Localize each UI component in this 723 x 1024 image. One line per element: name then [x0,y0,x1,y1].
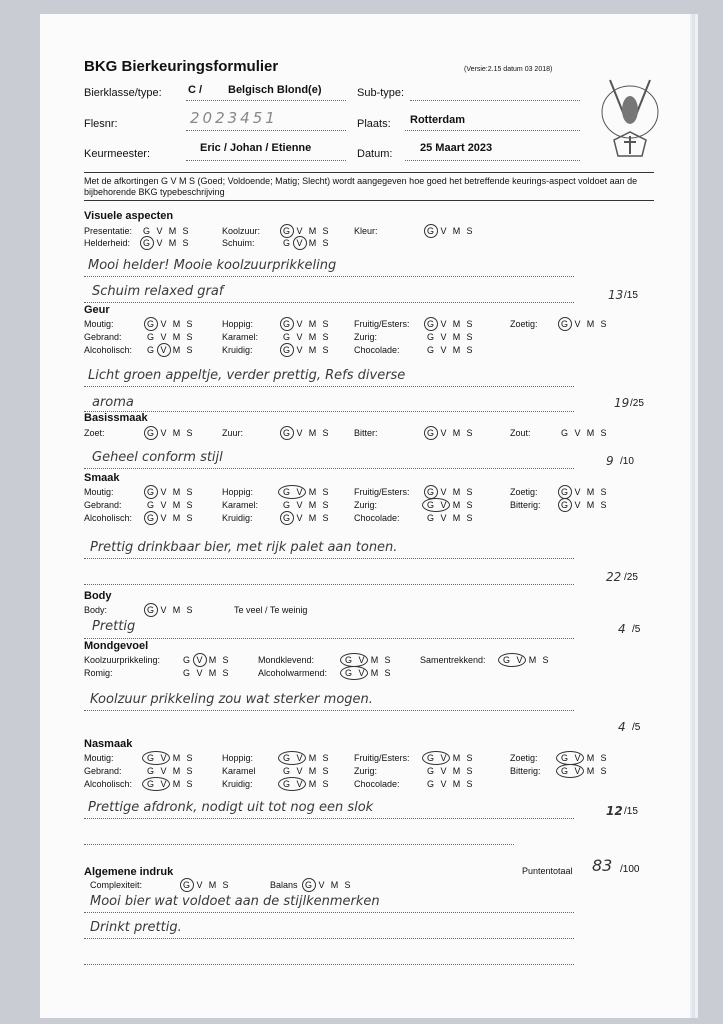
label-flesnr: Flesnr: [84,118,118,130]
note-basis-1: Geheel conform stijl [92,450,223,465]
scale-schuim: G V M S [282,238,329,248]
score-visueel: 13 [608,288,624,302]
mark-schuim [293,236,307,250]
label-datum: Datum: [357,148,393,160]
mark-smaak-zoetig [558,485,572,499]
mark-nasmaak-moutig [142,751,170,765]
scale-helderheid: G V M S [142,238,189,248]
label-mondklevend: Mondklevend: [258,655,315,665]
note-smaak-1: Prettig drinkbaar bier, met rijk palet aan tonen. [90,540,398,555]
mark-alcoholwarmend [340,666,368,680]
section-title-visueel: Visuele aspecten [84,210,174,222]
beer-judging-form: BKG Bierkeuringsformulier (Versie:2.15 datum 03 2018) Bierklasse/type: C / Belgisch Blond(e) Sub-type: 2023451 Flesnr: Plaats: Rotterdam Keurmeester: Eric / Johan / Etienne Datum: 25 Maart 2023 Met de afkortingen G V M S (Goed; Voldoende; Matig; Slecht) wordt aangegeven hoe goed het betreffende keurings-aspect voldoet aan de bijbehorende BKG typebeschrijving Visuele aspecten Presentatie: G V M S Koolzuur: G V M S Kleur: G V M S Helderheid: G V M S Schuim: G V M S Mooi helder! Mooie koolzuurprikkeling Schuim relaxed graf 13 /15 Geur Moutig: G V M S Hoppig: G V M S Fruitig/Esters: G V M S Zoetig: G V M S Gebrand: G V M S Karamel: G V M S Zurig: G V M S Alcoholisch: G V M S Kruidig: G V M S Chocolade: G V M S Licht groen appeltje, verder prettig, Refs diverse aroma 19 /25 Basissmaak Zoet: G V M S Zuur: G V M S Bitter: G V M S Zout: G V M S Geheel conform stijl 9 /10 Smaak Moutig: G V M S Hoppig: G V M S Fruitig/Esters: G V M S Zoetig: G V M S Gebrand: G V M S Karamel: G V M S Zurig: G V M S Bitterig: G V M S Alcoholisch: G V M S Kruidig: G V M S Chocolade: G V M S Prettig drinkbaar bier, met rijk palet aan tonen. 22 /25 Body Body: G V M S Te veel / Te weinig Prettig 4 /5 Mondgevoel Koolzuurprikkeling: G V M S Mondklevend: G V M S Samentrekkend: G V M S Romig: G V M S Alcoholwarmend: G V M S Koolzuur prikkeling zou wat sterker mogen. 4 /5 Nasmaak Moutig: G V M S Hoppig: G V M S Fruitig/Esters: G V M S Zoetig: G V M S Gebrand: G V M S Karamel G V M S Zurig: G V M S Bitterig: G V M S Alcoholisch: G V M S Kruidig: G V M S Chocolade: G V M S Prettige afdronk, nodigt uit tot nog een slok 12 /15 Algemene indruk Complexiteit: G V M S Balans G V M S Puntentotaal 83 /100 Mooi bier wat voldoet aan de stijlkenmerken Drinkt prettig. [40,14,690,1018]
score-smaak: 22 [606,570,622,584]
label-smaak-kruidig: Kruidig: [222,513,253,523]
label-smaak-gebrand: Gebrand: [84,500,122,510]
note-geur-1: Licht groen appeltje, verder prettig, Refs diverse [88,368,406,383]
value-plaats: Rotterdam [410,114,466,126]
mark-geur-kruidig [280,343,294,357]
section-title-smaak: Smaak [84,472,120,484]
mark-bitter [424,426,438,440]
mark-helderheid [140,236,154,250]
label-nasmaak-alcoholisch: Alcoholisch: [84,779,133,789]
label-plaats: Plaats: [357,118,391,130]
section-title-mond: Mondgevoel [84,640,149,652]
label-presentatie: Presentatie: [84,226,133,236]
label-geur-moutig: Moutig: [84,319,114,329]
section-title-body: Body [84,590,112,602]
label-alcoholwarmend: Alcoholwarmend: [258,668,328,678]
score-totaal: 83 [592,856,613,875]
mark-zoet [144,426,158,440]
mark-smaak-zurig [422,498,450,512]
label-nasmaak-karamel: Karamel [222,766,256,776]
mark-geur-hoppig [280,317,294,331]
score-mond: 4 [618,720,626,734]
label-nasmaak-gebrand: Gebrand: [84,766,122,776]
label-geur-zoetig: Zoetig: [510,319,538,329]
label-keurmeester: Keurmeester: [84,148,151,160]
label-bitter: Bitter: [354,428,378,438]
gilde-logo [590,70,670,170]
label-smaak-alcoholisch: Alcoholisch: [84,513,133,523]
label-smaak-zurig: Zurig: [354,500,378,510]
max-smaak: /25 [624,572,638,583]
label-romig: Romig: [84,668,113,678]
mark-nasmaak-hoppig [278,751,306,765]
label-koolzuurprikkeling: Koolzuurprikkeling: [84,655,161,665]
label-geur-alcoholisch: Alcoholisch: [84,345,133,355]
score-body: 4 [618,622,626,636]
label-smaak-karamel: Karamel: [222,500,259,510]
value-flesnr: 2023451 [190,109,278,127]
section-title-algemeen: Algemene indruk [84,866,174,878]
note-visueel-1: Mooi helder! Mooie koolzuurprikkeling [88,258,337,273]
max-basis: /10 [620,456,634,467]
mark-geur-fruitig [424,317,438,331]
note-visueel-2: Schuim relaxed graf [92,284,224,299]
form-title: BKG Bierkeuringsformulier [84,58,279,75]
mark-smaak-moutig [144,485,158,499]
label-geur-hoppig: Hoppig: [222,319,254,329]
body-extra: Te veel / Te weinig [234,605,308,615]
mark-koolzuurprikkeling [193,653,207,667]
mark-koolzuur [280,224,294,238]
mark-smaak-fruitig [424,485,438,499]
label-samentrekkend: Samentrekkend: [420,655,486,665]
label-smaak-zoetig: Zoetig: [510,487,538,497]
value-datum: 25 Maart 2023 [420,142,493,154]
label-nasmaak-zoetig: Zoetig: [510,753,538,763]
label-smaak-fruitig: Fruitig/Esters: [354,487,410,497]
max-nasmaak: /15 [624,806,638,817]
mark-nasmaak-kruidig [278,777,306,791]
label-geur-karamel: Karamel: [222,332,259,342]
note-nasmaak-1: Prettige afdronk, nodigt uit tot nog een slok [88,800,374,815]
label-nasmaak-hoppig: Hoppig: [222,753,254,763]
label-geur-kruidig: Kruidig: [222,345,253,355]
mark-nasmaak-fruitig [422,751,450,765]
mark-geur-moutig [144,317,158,331]
label-nasmaak-moutig: Moutig: [84,753,114,763]
label-complexiteit: Complexiteit: [90,880,143,890]
label-nasmaak-zurig: Zurig: [354,766,378,776]
label-zuur: Zuur: [222,428,244,438]
mark-nasmaak-alcoholisch [142,777,170,791]
score-geur: 19 [614,396,630,410]
label-smaak-hoppig: Hoppig: [222,487,254,497]
value-biertype: Belgisch Blond(e) [228,84,322,96]
mark-balans [302,878,316,892]
value-keurmeester: Eric / Johan / Etienne [200,142,312,154]
score-nasmaak: 12 [606,804,623,818]
label-nasmaak-chocolade: Chocolade: [354,779,400,789]
label-smaak-bitterig: Bitterig: [510,500,541,510]
label-body: Body: [84,605,108,615]
mark-smaak-hoppig [278,485,306,499]
label-subtype: Sub-type: [357,87,405,99]
form-version: (Versie:2.15 datum 03 2018) [464,66,553,73]
note-geur-2: aroma [92,395,134,410]
mark-nasmaak-bitterig [556,764,584,778]
note-algemeen-2: Drinkt prettig. [90,920,182,935]
max-body: /5 [632,624,641,635]
section-title-nasmaak: Nasmaak [84,738,133,750]
label-nasmaak-bitterig: Bitterig: [510,766,541,776]
max-totaal: /100 [620,864,640,875]
mark-complexiteit [180,878,194,892]
section-title-basis: Basissmaak [84,412,148,424]
mark-geur-alcoholisch [157,343,171,357]
mark-zuur [280,426,294,440]
mark-smaak-kruidig [280,511,294,525]
label-zout: Zout: [510,428,531,438]
label-zoet: Zoet: [84,428,105,438]
note-mond-1: Koolzuur prikkeling zou wat sterker mogen. [90,692,373,707]
label-bierklasse: Bierklasse/type: [84,87,162,99]
label-smaak-chocolade: Chocolade: [354,513,400,523]
mark-mondklevend [340,653,368,667]
score-basis: 9 [606,454,614,468]
label-puntentotaal: Puntentotaal [522,866,573,876]
mark-body [144,603,158,617]
label-koolzuur: Koolzuur: [222,226,261,236]
mark-smaak-bitterig [558,498,572,512]
max-geur: /25 [630,398,644,409]
label-schuim: Schuim: [222,238,255,248]
label-geur-zurig: Zurig: [354,332,378,342]
label-geur-chocolade: Chocolade: [354,345,400,355]
label-kleur: Kleur: [354,226,378,236]
mark-geur-zoetig [558,317,572,331]
max-visueel: /15 [624,290,638,301]
intro-text: Met de afkortingen G V M S (Goed; Voldoende; Matig; Slecht) wordt aangegeven hoe goed het betreffende keurings-aspect voldoet aan de bijbehorende BKG typebeschrijving [84,176,638,197]
max-mond: /5 [632,722,641,733]
value-bierklasse: C / [188,84,203,96]
mark-kleur [424,224,438,238]
section-title-geur: Geur [84,304,110,316]
mark-samentrekkend [498,653,526,667]
mark-smaak-alcoholisch [144,511,158,525]
label-geur-gebrand: Gebrand: [84,332,122,342]
label-nasmaak-fruitig: Fruitig/Esters: [354,753,410,763]
note-algemeen-1: Mooi bier wat voldoet aan de stijlkenmerken [90,894,380,909]
label-helderheid: Helderheid: [84,238,131,248]
mark-nasmaak-zoetig [556,751,584,765]
scale-koolzuur: G V M S [282,226,329,236]
label-smaak-moutig: Moutig: [84,487,114,497]
scale-kleur: G V M S [426,226,473,236]
label-balans: Balans [270,880,298,890]
label-geur-fruitig: Fruitig/Esters: [354,319,410,329]
note-body-1: Prettig [92,619,136,634]
label-nasmaak-kruidig: Kruidig: [222,779,253,789]
scale-presentatie: G V M S [142,226,189,236]
